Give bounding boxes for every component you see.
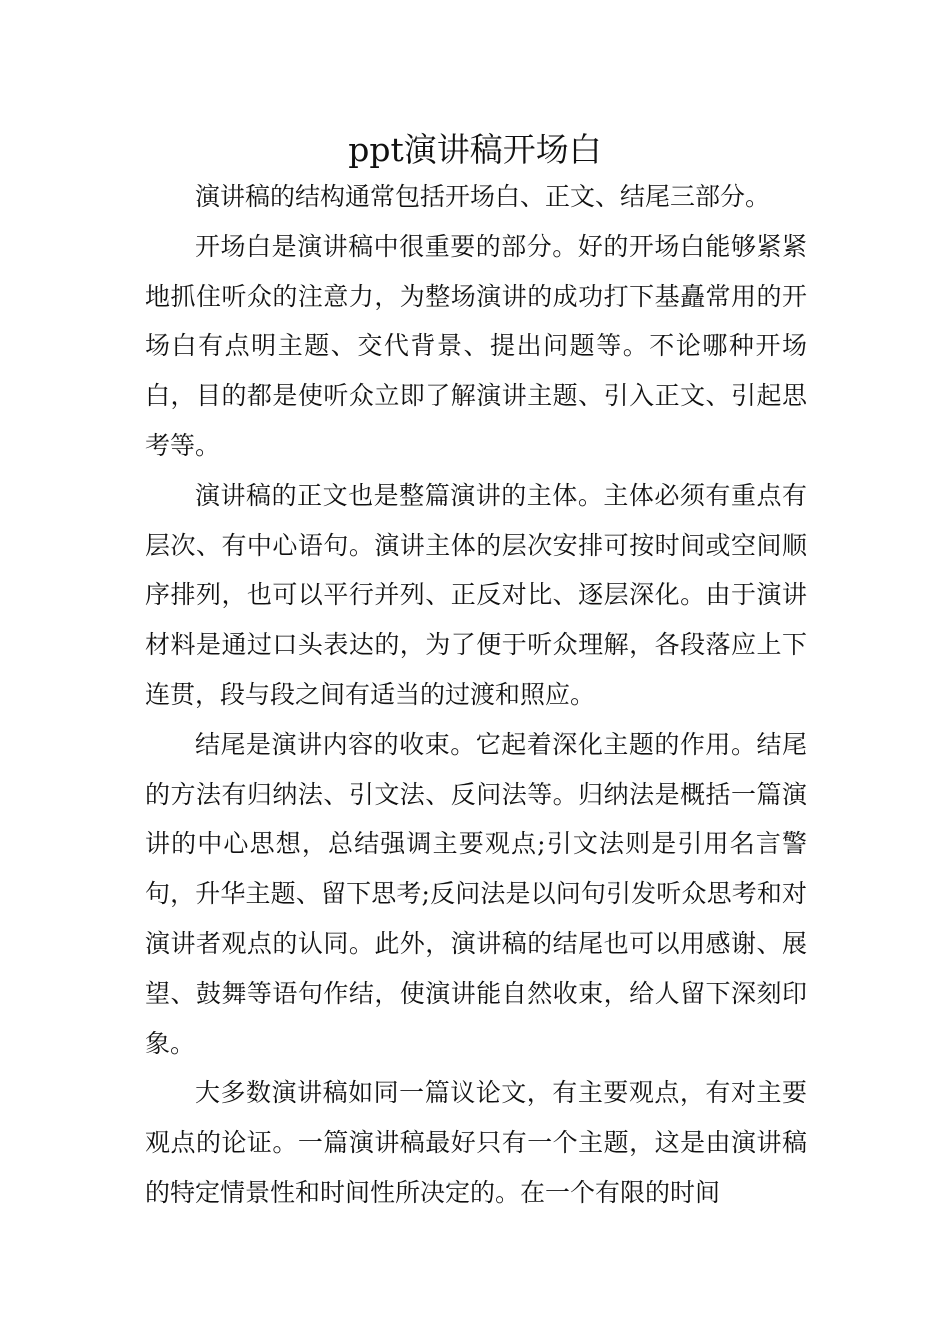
document-body	[145, 172, 807, 1218]
paragraph-opening: 开场白是演讲稿中很重要的部分。好的开场白能够紧紧地抓住听众的注意力，为整场演讲的成功打下基矗常用的开场白有点明主题、交代背景、提出问题等。不论哪种开场白，目的都是使听众立即了解演讲主题、引入正文、引起思考等。	[145, 231, 807, 460]
paragraph-main-body: 演讲稿的正文也是整篇演讲的主体。主体必须有重点有层次、有中心语句。演讲主体的层次安排可按时间或空间顺序排列，也可以平行并列、正反对比、逐层深化。由于演讲材料是通过口头表达的，为了便于听众理解，各段落应上下连贯，段与段之间有适当的过渡和照应。	[145, 480, 807, 709]
document-title: ppt演讲稿开场白	[348, 130, 602, 169]
paragraph-theme: 大多数演讲稿如同一篇议论文，有主要观点，有对主要观点的论证。一篇演讲稿最好只有一个主题，这是由演讲稿的特定情景性和时间性所决定的。在一个有限的时间	[145, 1078, 807, 1207]
paragraph-structure: 演讲稿的结构通常包括开场白、正文、结尾三部分。	[195, 182, 771, 211]
paragraph-ending: 结尾是演讲内容的收束。它起着深化主题的作用。结尾的方法有归纳法、引文法、反问法等。归纳法是概括一篇演讲的中心思想，总结强调主要观点;引文法则是引用名言警句，升华主题、留下思考;反问法是以问句引发听众思考和对演讲者观点的认同。此外，演讲稿的结尾也可以用感谢、展望、鼓舞等语句作结，使演讲能自然收束，给人留下深刻印象。	[145, 729, 807, 1058]
